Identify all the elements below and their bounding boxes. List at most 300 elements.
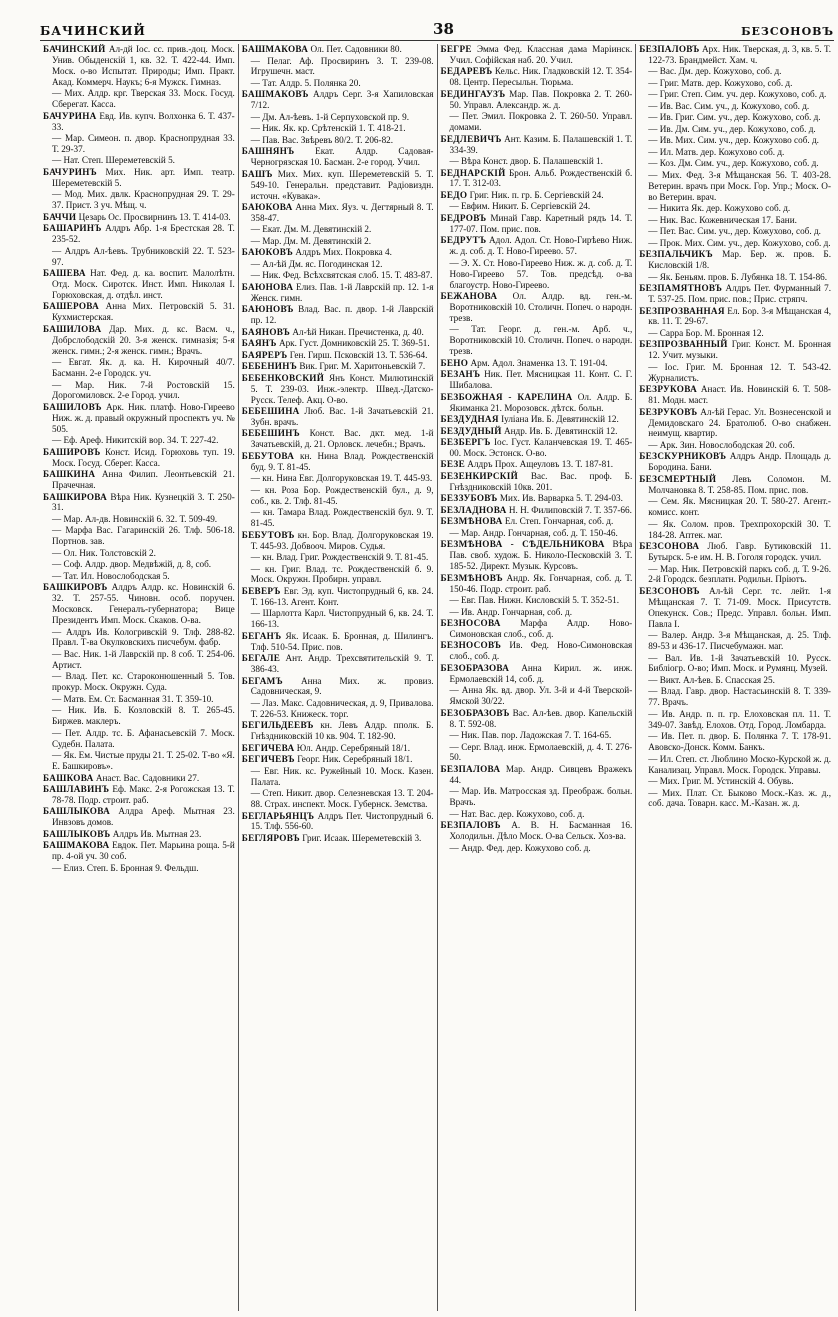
entry-details: — Ив. Андр. п. п. гр. Елоховская пл. 11. Т. 349-07. Завѣд. Елохов. Отд. Город. Ломбарда.	[648, 708, 831, 730]
entry-details: Алдръ Андр. Площадь д. Бородина. Бани.	[648, 451, 831, 473]
directory-entry	[43, 705, 235, 727]
entry-details: Арм. Адол. Знаменка 13. Т. 191-04.	[470, 357, 608, 368]
entry-details: — Пелаг. Аф. Просвиринъ 3. Т. 239-08. Игрушечн. маст.	[250, 55, 434, 77]
entry-surname: БАШМАКОВЪ	[241, 89, 309, 100]
directory-entry	[242, 304, 434, 326]
directory-entry	[441, 640, 633, 662]
directory-entry	[639, 519, 831, 541]
entry-details: — Прок. Мих. Сим. уч., дер. Кожухово, соб. д.	[648, 237, 831, 248]
directory-entry	[43, 773, 235, 784]
entry-surname: БЕЗСМЕРТНЫЙ	[639, 473, 717, 484]
entry-details: — Екат. Дм. М. Девятинскій 2.	[250, 224, 372, 235]
entry-details: Евд. Ив. купч. Волхонка 6. Т. 437-33.	[52, 110, 235, 132]
entry-surname: БАШЪ	[241, 168, 273, 179]
directory-entry	[441, 66, 633, 88]
directory-entry	[43, 784, 235, 806]
entry-details: — Матв. Ем. Ст. Басманная 31. Т. 359-10.	[52, 693, 214, 704]
entry-details: — Степ. Никит. двор. Селезневская 13. Т. 204-88. Страх. инспект. Моск. Губернск. Земства.	[250, 788, 434, 810]
entry-details: Левъ Соломон. М. Молчановка 8. Т. 258-85. Пом. прис. пов.	[648, 473, 831, 495]
entry-details: Арк. Густ. Домниковскій 25. Т. 369-51.	[278, 338, 430, 349]
entry-surname: БЕЗПАЛОВЪ	[440, 820, 501, 831]
entry-details: Ант. Казим. Б. Палашевскій 1. Т. 334-39.	[449, 133, 633, 155]
entry-details: — Мар. Ник. 7-й Ростовскій 15. Дорогомиловск. 2-е Город. учил.	[52, 379, 235, 401]
entry-surname: БЕЗНОСОВА	[440, 618, 501, 629]
column-3	[438, 44, 637, 1311]
entry-details: — Мих. Плат. Ст. Быково Моск.-Каз. ж. д., соб. дача. Товарн. касс. М.-Казан. ж. д.	[648, 787, 831, 809]
entry-surname: БАШНЯНЪ	[241, 146, 295, 157]
directory-entry	[441, 742, 633, 764]
entry-details: Ал-дй Іос. сс. прив.-доц. Моск. Унив. Обыденскій 1, кв. 32. Т. 422-44. Имп. Моск. о-во Испытат. Природы; Имп. Практ. Акад. Коммерч. Наукъ; 6-я Мужск. Гимназ.	[52, 44, 235, 87]
entry-surname: БЕБЕШИНЪ	[241, 428, 300, 439]
entry-details: Мар. Пав. Покровка 2. Т. 260-50. Управл. Александр. ж. д.	[449, 88, 633, 110]
entry-details: Алдръ Ив. Мытная 23.	[112, 828, 202, 839]
entry-details: Іуліана Ив. Б. Девятинскій 12.	[501, 414, 619, 424]
entry-details: — Тат. Ил. Новослободская 5.	[52, 570, 170, 581]
entry-surname: БЕЗСКУРНИКОВЪ	[639, 451, 727, 462]
entry-details: — Іос. Григ. М. Бронная 12. Т. 543-42. Журналистъ.	[648, 361, 831, 383]
entry-surname: БАШКОВА	[43, 772, 94, 783]
entry-details: Конст. Исид. Горюховь туп. 19. Моск. Госуд. Сберег. Касса.	[52, 446, 235, 468]
directory-entry	[43, 627, 235, 649]
directory-entry	[639, 89, 831, 100]
directory-entry	[43, 582, 235, 626]
directory-entry	[242, 89, 434, 111]
entry-surname: БЕЗСОНОВА	[639, 541, 700, 552]
directory-entry	[441, 190, 633, 201]
entry-details: Ел. Бор. 3-я Мѣщанская 4, кв. 11. Т. 29-67.	[648, 305, 831, 327]
directory-entry	[639, 238, 831, 249]
entry-surname: БАЮКОВЪ	[241, 247, 294, 258]
entry-details: — Соф. Алдр. двор. Медвѣжій, д. 8, соб.	[52, 559, 212, 570]
directory-entry	[242, 698, 434, 720]
entry-details: Алдръ Абр. 1-я Брестская 28. Т. 235-52.	[52, 223, 235, 245]
directory-entry	[441, 134, 633, 156]
entry-details: — Евг. Ник. кс. Ружейный 10. Моск. Казен. Палата.	[250, 765, 434, 787]
directory-entry	[43, 223, 235, 245]
entry-surname: БАШКИНА	[43, 469, 96, 480]
directory-entry	[43, 88, 235, 110]
entry-details: — кн. Тамара Влад. Рождественскій бул. 9. Т. 81-45.	[250, 507, 434, 529]
entry-details: — Вас. Дм. дер. Кожухово, соб. д.	[648, 66, 782, 77]
directory-entry	[242, 406, 434, 428]
entry-details: Ал-ѣй Герас. Ул. Вознесенской и Демидовскаго 24. Братолюб. О-во снабжен. неимущ. квартир.	[648, 406, 832, 439]
entry-surname: БЕЗПРОЗВАННАЯ	[639, 305, 725, 316]
directory-entry	[242, 135, 434, 146]
directory-entry	[43, 492, 235, 514]
entry-details: Эмма Фед. Классная дама Маріинск. Учил. Софійская наб. 20. Учил.	[449, 44, 633, 65]
entry-surname: БЕЗЛАДНОВА	[440, 504, 507, 515]
directory-entry	[242, 586, 434, 608]
entry-details: — Вал. Ив. 1-й Зачатьевскій 10. Русск. Библіогр. О-во; Имп. Моск. и Румянц. Музей.	[648, 652, 831, 674]
directory-entry	[639, 203, 831, 214]
directory-entry	[242, 507, 434, 529]
entry-details: Алдръ Мих. Покровка 4.	[295, 247, 392, 258]
entry-details: кн. Нина Влад. Рождественскій буд. 9. Т. 81-45.	[250, 450, 434, 472]
entry-details: Вѣра Ник. Кузнецкій 3. Т. 250-31.	[52, 491, 235, 513]
entry-details: — Григ. Матв. дер. Кожухово, соб. д.	[648, 77, 793, 88]
entry-details: — Григ. Степ. Сим. уч. дер. Кожухово, соб. д.	[648, 89, 827, 100]
directory-entry	[242, 270, 434, 281]
entry-details: — Мих. Алдр. крг. Тверская 33. Моск. Госуд. Сберегат. Касса.	[52, 88, 235, 110]
entry-surname: БЕГРЕ	[440, 44, 472, 54]
entry-details: — Нат. Вас. дер. Кожухово, соб. д.	[449, 808, 585, 819]
entry-surname: БЕГЛАРЬЯНЦЪ	[241, 810, 315, 821]
directory-entry	[242, 338, 434, 349]
directory-entry	[242, 56, 434, 78]
directory-entry	[441, 493, 633, 504]
header-rule	[40, 40, 834, 41]
entry-surname: БЕЗДУДНАЯ	[440, 414, 499, 424]
entry-surname: БЕБЕНКОВСКИЙ	[241, 372, 325, 383]
directory-entry	[441, 471, 633, 493]
directory-entry	[43, 357, 235, 379]
entry-details: Мих. Мих. куп. Шереметевскій 5. Т. 549-10. Генеральн. представит. Радiовиздн. источн. «Кувака».	[250, 168, 434, 201]
directory-entry	[43, 671, 235, 693]
entry-surname: БЕГАЛЕ	[241, 653, 281, 664]
directory-entry	[639, 731, 831, 753]
entry-details: Григ. Ник. п. гр. Б. Сергіевскій 24.	[469, 189, 604, 200]
entry-surname: БАШМАКОВА	[43, 840, 110, 851]
directory-entry	[43, 133, 235, 155]
entry-details: — Анна Як. вд. двор. Ул. 3-й и 4-й Тверской-Ямской 30/22.	[449, 685, 633, 707]
entry-details: Алдръ Пет. Фурманный 7. Т. 537-25. Пом. прис. пов.; Прис. стряпч.	[648, 283, 832, 305]
entry-details: Арх. Ник. Тверская, д. 3, кв. 5. Т. 122-73. Брандмейст. Хам. ч.	[648, 44, 832, 65]
entry-details: Мих. Ник. арт. Имп. театр. Шереметевскій 5.	[52, 166, 235, 188]
entry-details: Як. Исаак. Б. Бронная, д. Шилингъ. Тлф. 510-54. Прис. пов.	[250, 630, 434, 652]
entry-details: — Валер. Андр. 3-я Мѣщанская, д. 25. Тлф. 89-53 и 436-17. Писчебумажн. маг.	[648, 630, 831, 652]
entry-details: кн. Бор. Влад. Долгоруковская 19. Т. 445-93. Добвооч. Миров. Судья.	[250, 529, 434, 551]
directory-entry	[639, 147, 831, 158]
entry-details: кн. Левъ Алдр. пполк. Б. Гнѣздниковскій 10 кв. 904. Т. 182-90.	[250, 720, 434, 742]
entry-details: — Викт. Ал-ѣев. Б. Спасская 25.	[648, 674, 775, 685]
entry-details: — Як. Солом. пров. Трехпрохорскій 30. Т. 184-28. Аптек. маг.	[648, 518, 831, 540]
entry-surname: БАЮНОВЪ	[241, 304, 294, 315]
entry-surname: БЕНО	[440, 357, 469, 368]
entry-surname: БЕЗПАМЯТНОВЪ	[639, 283, 723, 294]
entry-details: Іос. Густ. Каланчевская 19. Т. 465-00. Моск. Эстонск. О-во.	[449, 437, 633, 458]
entry-details: — Арк. Зин. Новослободская 20. соб.	[648, 439, 795, 450]
entry-surname: БЕДРОВЪ	[440, 212, 487, 223]
directory-entry	[242, 608, 434, 630]
directory-entry	[639, 306, 831, 328]
entry-details: Анна Мих. Петровскій 5. 31. Кухмистерская.	[52, 301, 235, 323]
directory-entry	[441, 843, 633, 854]
entry-details: — Пав. Вас. Звѣревъ 80/2. Т. 206-82.	[250, 134, 394, 145]
directory-entry	[441, 369, 633, 391]
entry-surname: БЕЗЗУБОВЪ	[440, 493, 498, 504]
entry-details: Григ. Исаак. Шереметевскій 3.	[302, 832, 422, 843]
page-number: 38	[433, 20, 454, 38]
entry-surname: БЕГАНЪ	[241, 630, 282, 641]
entry-details: Н. Н. Филиповскій 7. Т. 357-66.	[508, 504, 632, 515]
entry-surname: БЕЗПАЛОВА	[440, 763, 501, 774]
entry-details: Цезарь Ос. Просвирнинъ 13. Т. 414-03.	[78, 211, 231, 222]
entry-surname: БЕГИЧЕВЪ	[241, 754, 295, 765]
directory-entry	[242, 202, 434, 224]
directory-entry	[242, 754, 434, 765]
directory-entry	[639, 686, 831, 708]
directory-entry	[639, 407, 831, 440]
directory-entry	[441, 618, 633, 640]
entry-surname: БАШАРИНЪ	[43, 223, 102, 234]
entry-details: Елиз. Пав. 1-й Лаврскій пр. 12. 1-я Женск. гимн.	[250, 281, 434, 303]
entry-details: — Евфим. Никит. Б. Сергіевскій 24.	[449, 201, 591, 212]
entry-details: Алдръ Прох. Ащеуловъ 13. Т. 187-81.	[467, 459, 614, 470]
directory-entry	[242, 833, 434, 844]
directory-entry	[639, 709, 831, 731]
entry-details: — Ив. Григ. Сим. уч., дер. Кожухово, соб. д.	[648, 112, 821, 123]
entry-surname: БАЧЧИ	[43, 211, 77, 222]
directory-entry	[441, 505, 633, 516]
entry-details: — Сарра Бор. М. Бронная 12.	[648, 327, 764, 338]
directory-entry	[639, 78, 831, 89]
entry-surname: БЕДЛЕВИЧЪ	[440, 133, 502, 144]
entry-details: — Мих. Фед. 3-я Мѣщанская 56. Т. 403-28. Ветерин. врачъ при Моск. Гор. Упр.; Моск. О-во Ветерин. врач.	[648, 169, 831, 202]
entry-surname: БЕЖАНОВА	[440, 291, 498, 302]
directory-entry	[441, 358, 633, 369]
entry-details: — Ил. Степ. ст. Люблино Моско-Курской ж. д. Канализац. Управл. Моск. Городск. Управы.	[648, 753, 831, 775]
entry-surname: БАШЛАВИНЪ	[43, 784, 110, 794]
entry-details: — Ол. Ник. Толстовскій 2.	[52, 547, 156, 558]
entry-surname: БЕБУТОВА	[241, 450, 295, 461]
directory-entry	[441, 764, 633, 786]
entry-surname: БЕГИЛЬДЕЕВЪ	[241, 720, 314, 731]
entry-surname: БЕБЕШИНА	[241, 406, 300, 417]
entry-surname: БАШЛЫКОВЪ	[43, 828, 111, 839]
entry-details: Ген. Гирш. Псковскій 13. Т. 536-64.	[289, 349, 428, 360]
directory-entry	[43, 469, 235, 491]
entry-surname: БАШМАКОВА	[241, 44, 309, 54]
directory-entry	[43, 694, 235, 705]
directory-entry	[242, 169, 434, 202]
entry-details: — Вас. Ник. 1-й Лаврскій пр. 8 соб. Т. 254-06. Артист.	[52, 648, 235, 670]
directory-entry	[242, 373, 434, 406]
entry-surname: БЕДИНГАУЗЪ	[440, 88, 506, 99]
entry-details: — Ив. Мих. Сим. уч., дер. Кожухово соб. д.	[648, 135, 819, 146]
entry-details: — Нат. Степ. Шереметевскій 5.	[52, 155, 175, 166]
directory-entry	[441, 156, 633, 167]
entry-details: — Сем. Як. Мясницкая 20. Т. 580-27. Агент.-комисс. конт.	[648, 496, 831, 518]
directory-entry	[441, 258, 633, 291]
entry-details: — Мод. Мих. двлк. Краснопрудная 29. Т. 29-37. Прист. 3 уч. Мѣщ. ч.	[52, 189, 235, 211]
directory-entry	[639, 328, 831, 339]
directory-entry	[242, 247, 434, 258]
directory-entry	[43, 559, 235, 570]
entry-details: Адол. Адол. Ст. Ново-Гирѣево Ниж. ж. д. соб. д. Т. Ново-Гиреево. 57.	[449, 235, 633, 257]
entry-surname: БАШКИРОВЪ	[43, 582, 108, 593]
entry-details: Влад. Вас. п. двор. 1-й Лаврскій пр. 12.	[250, 304, 434, 326]
entry-details: Андр. Ив. Б. Девятинскій 12.	[503, 425, 618, 436]
directory-entry	[43, 380, 235, 402]
directory-entry	[441, 539, 633, 572]
directory-entry	[441, 730, 633, 741]
entry-surname: БЕДАРЕВЪ	[440, 66, 493, 77]
entry-surname: БЕБЕНИНЪ	[241, 361, 298, 372]
directory-entry	[242, 485, 434, 507]
entry-surname: БАШИРОВЪ	[43, 446, 101, 457]
directory-entry	[441, 708, 633, 730]
entry-details: Мар. Андр. Сивцевъ Вражекъ 44.	[449, 763, 633, 785]
directory-entry	[43, 189, 235, 211]
entry-surname: БАЧУРИНА	[43, 110, 97, 121]
directory-entry	[43, 435, 235, 446]
entry-details: — Мар. Ив. Матросская зд. Преображ. больн. Врачъ.	[449, 786, 633, 808]
directory-entry	[242, 530, 434, 552]
directory-entry	[43, 806, 235, 828]
entry-details: — Евгат. Як. д. ка. Н. Кирочный 40/7. Басманн. 2-е Городск. уч.	[52, 357, 235, 378]
entry-details: — Ил. Матв. дер. Кожухово соб. д.	[648, 146, 785, 157]
entry-details: — Влад. Пет. кс. Староконюшенный 5. Тов. прокур. Моск. Окружн. Суда.	[52, 671, 235, 693]
directory-entry	[242, 327, 434, 338]
entry-details: Ол. Пет. Садовники 80.	[310, 44, 402, 54]
entry-details: — Ник. Вас. Кожевническая 17. Бани.	[648, 214, 797, 225]
directory-entry	[43, 548, 235, 559]
directory-entry	[43, 863, 235, 874]
directory-entry	[639, 112, 831, 123]
directory-entry	[43, 525, 235, 547]
directory-entry	[441, 573, 633, 595]
entry-details: Евг. Эд. куп. Чистопрудный 6, кв. 24. Т. 166-13. Агент. Конт.	[250, 585, 434, 607]
entry-details: Вас. Вас. проф. Б. Гнѣздниковскій 10кв. 201.	[449, 470, 633, 492]
entry-details: Мар. Бер. ж. пров. Б. Кисловскій 1/8.	[648, 249, 831, 271]
directory-entry	[43, 829, 235, 840]
entry-details: — Пет. Эмил. Покровка 2. Т. 260-50. Управл. домами.	[449, 111, 633, 133]
entry-details: Георг. Ник. Серебряный 18/1.	[297, 754, 413, 765]
directory-entry	[441, 44, 633, 66]
directory-entry	[43, 268, 235, 301]
directory-entry	[43, 324, 235, 357]
entry-details: — Як. Беньям. пров. Б. Лубянка 18. Т. 154-86.	[648, 271, 828, 282]
entry-surname: БЕЗОБРАЗОВЪ	[440, 707, 510, 718]
entry-surname: БАШКИРОВА	[43, 491, 108, 502]
entry-surname: БЕЗСОНОВЪ	[639, 585, 700, 596]
directory-entry	[441, 595, 633, 606]
entry-surname: БЕБУТОВЪ	[241, 529, 295, 540]
entry-details: Вик. Григ. М. Харитоньевскій 7.	[299, 361, 426, 372]
directory-entry	[43, 571, 235, 582]
directory-entry	[639, 754, 831, 776]
entry-details: Алдра Ареф. Мытная 23. Инвзовъ домов.	[52, 806, 235, 828]
directory-entry	[43, 514, 235, 525]
entry-surname: БАЯНЪ	[241, 338, 277, 349]
entry-details: — кн. Роза Бор. Рождественскій бул., д. 9, соб., кв. 2. Тлф. 81-45.	[250, 484, 434, 506]
entry-details: Анна Мих. Яуз. ч. Дегтярный 8. Т. 358-47.	[250, 202, 434, 223]
entry-details: — Никита Як. дер. Кожухово соб. д.	[648, 203, 791, 214]
entry-surname: БЕДО	[440, 189, 468, 200]
directory-entry	[639, 474, 831, 496]
entry-details: Григ. Конст. М. Бронная 12. Учит. музыки.	[648, 339, 831, 361]
directory-entry	[242, 236, 434, 247]
entry-details: Конст. Вас. дкт. мед. 1-й Зачатьевскій, д. 21. Орловск. лечебн.; Врачъ.	[250, 428, 434, 450]
directory-entry	[242, 631, 434, 653]
directory-entry	[639, 158, 831, 169]
entry-details: Екат. Алдр. Садовая-Черногрязская 10. Басман. 2-е город. Учил.	[250, 146, 434, 168]
directory-entry	[639, 564, 831, 586]
directory-entry	[43, 402, 235, 435]
directory-entry	[639, 226, 831, 237]
entry-details: А. В. Н. Басманная 16. Холодильн. Дѣло Моск. О-ва Сельск. Хоз-ва.	[449, 820, 633, 842]
directory-entry	[639, 788, 831, 810]
directory-entry	[242, 811, 434, 833]
entry-surname: БЕЗПРОЗВАННЫЙ	[639, 339, 728, 350]
entry-details: — кн. Влад. Григ. Рождественскій 9. Т. 81-45.	[250, 552, 429, 562]
directory-entry	[43, 111, 235, 133]
columns	[40, 44, 834, 1311]
directory-entry	[242, 123, 434, 134]
entry-details: — Ал-ѣй Дм. яс. Погодинская 12.	[250, 258, 383, 269]
entry-surname: БЕЗПАЛЬЧИКЪ	[639, 249, 713, 260]
entry-details: Евдок. Пет. Марьина роща. 5-й пр. 4-ой уч. 30 соб.	[52, 840, 235, 862]
entry-surname: БАШЛЫКОВА	[43, 806, 111, 817]
directory-entry	[441, 437, 633, 459]
entry-details: Алдръ Пет. Чистопрудный 6. 15. Тлф. 556-60.	[250, 810, 434, 832]
directory-entry	[441, 528, 633, 539]
entry-details: Вѣра Пав. своб. худож. Б. Николо-Песковскій 3. Т. 185-52. Директ. Музык. Курсовъ.	[449, 539, 633, 572]
directory-entry	[43, 44, 235, 88]
directory-entry	[441, 459, 633, 470]
directory-entry	[441, 213, 633, 235]
entry-details: — Мар. Ал-дв. Новинскій 6. 32. Т. 509-49.	[52, 513, 218, 524]
directory-entry	[639, 630, 831, 652]
entry-details: Анаст. Вас. Садовники 27.	[95, 772, 200, 783]
entry-details: — Ив. Вас. Сим. уч., д. Кожухово, соб. д.	[648, 100, 810, 111]
directory-entry	[441, 324, 633, 357]
directory-entry	[441, 392, 633, 414]
directory-entry	[639, 675, 831, 686]
entry-surname: БЕЗЕ	[440, 459, 465, 470]
entry-details: — Тат. Георг. д. ген.-м. Арб. ч., Воротниковскій 10. Столичн. Попеч. о народн. трезв.	[449, 324, 633, 357]
entry-details: — Дм. Ал-ѣевъ. 1-й Серпуховской пр. 9.	[250, 111, 409, 122]
entry-details: Люб. Гавр. Бутиковскій 11. Бутырск. 5-е им. Н. В. Гоголя городск. учил.	[648, 541, 831, 562]
directory-entry	[441, 291, 633, 324]
entry-details: — Мар. Ник. Петровскій паркъ соб. д. Т. 9-26. 2-й Городск. безплатн. Родильн. Пріютъ.	[648, 563, 831, 585]
directory-entry	[242, 766, 434, 788]
entry-details: — Мар. Симеон. п. двор. Краснопрудная 33. Т. 29-37.	[52, 133, 235, 154]
entry-details: Люб. Вас. 1-й Зачатьевскій 21. Зубн. врачъ.	[250, 406, 434, 427]
entry-details: — Серг. Влад. инж. Ермолаевскій, д. 4. Т. 276-50.	[449, 741, 633, 763]
entry-details: — Лаз. Макс. Садовническая, д. 9, Привалова. Т. 226-53. Книжеск. торг.	[250, 697, 434, 719]
directory-entry	[242, 653, 434, 675]
entry-details: — Пет. Алдр. тс. Б. Афанасьевскій 7. Моск. Судебн. Палата.	[52, 727, 235, 749]
entry-surname: БЕЗДУДНЫЙ	[440, 425, 502, 436]
directory-entry	[639, 66, 831, 77]
entry-surname: БЕДНАРСКІЙ	[440, 167, 506, 178]
entry-surname: БЕЗАНЪ	[440, 369, 481, 380]
entry-details: Брон. Альб. Рождественскій б. 17. Т. 312-03.	[449, 167, 633, 189]
directory-entry	[639, 440, 831, 451]
directory-entry	[43, 167, 235, 189]
entry-surname: БЕЗРУКОВА	[639, 384, 698, 395]
entry-surname: БЕЗОБРАЗОВА	[440, 662, 510, 673]
entry-details: Минай Гавр. Каретный рядъ 14. Т. 177-07. Пом. прис. пов.	[449, 212, 633, 234]
directory-entry	[639, 124, 831, 135]
entry-details: Ал-ѣй Никан. Пречистенка, д. 40.	[292, 326, 424, 337]
directory-entry	[441, 663, 633, 685]
entry-details: — Коз. Дм. Сим. уч., дер. Кожухово, соб. д.	[648, 158, 819, 169]
directory-entry	[242, 552, 434, 563]
directory-entry	[43, 750, 235, 772]
entry-details: Ол. Алдр. Б. Якиманка 21. Морозовск. дѣтск. больн.	[449, 391, 633, 413]
directory-entry	[441, 168, 633, 190]
directory-entry	[441, 820, 633, 842]
directory-entry	[639, 272, 831, 283]
entry-details: — Ник. Як. кр. Срѣтенскій 1. Т. 418-21.	[250, 123, 406, 134]
directory-entry	[639, 170, 831, 203]
directory-entry	[242, 564, 434, 586]
entry-details: Алдръ Серг. 3-я Хапиловская 7/12.	[250, 89, 434, 111]
header-first-entry: БАЧИНСКИЙ	[40, 24, 146, 38]
entry-details: Еф. Макс. 2-я Рогожская 13. Т. 78-78. Подр. строит. раб.	[52, 784, 235, 805]
